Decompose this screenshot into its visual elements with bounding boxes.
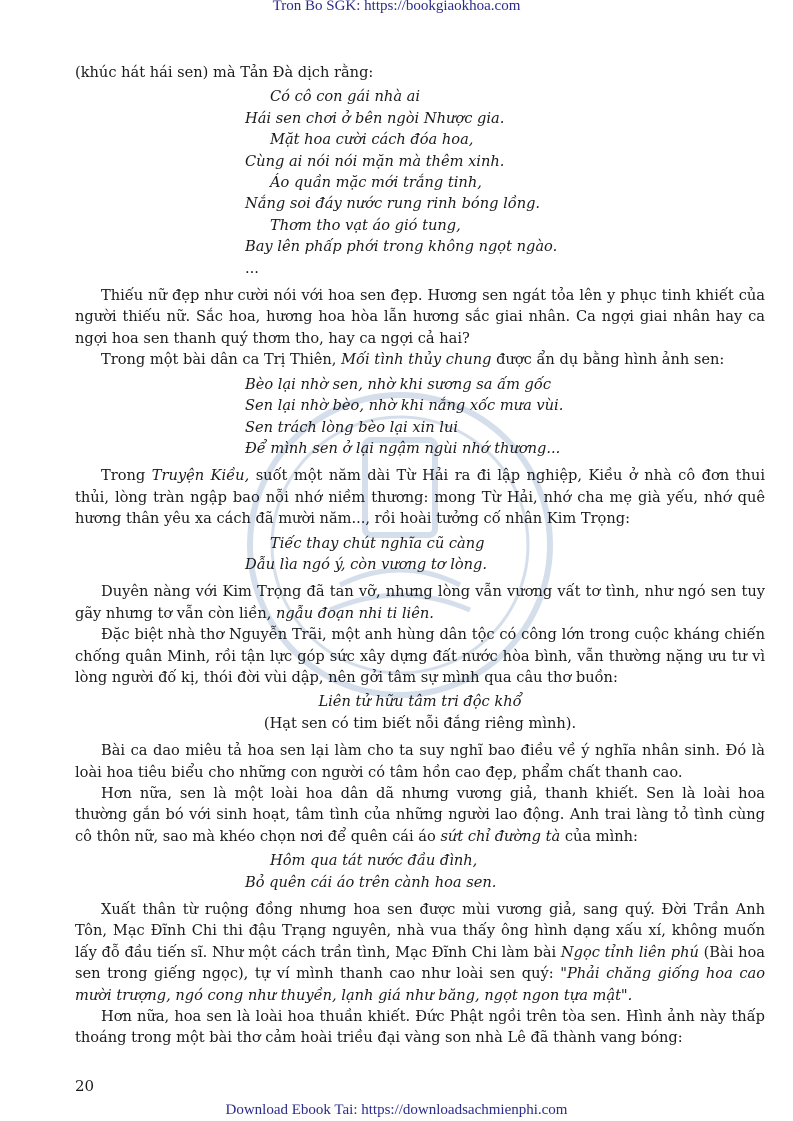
paragraph-nguyen-trai: Đặc biệt nhà thơ Nguyễn Trãi, một anh hùng dân tộc có công lớn trong cuộc kháng chiến chống quân Minh, rồi tận lực góp sức xây dựng đất nước hòa bình, vẫn thường nặng ưu tư vì lòng người đố kị, thói đời vùi dập, nên gởi tâm sự mình qua câu thơ buồn: bbox=[75, 626, 765, 686]
poem-line: Sen trách lòng bèo lại xin lui bbox=[245, 418, 459, 436]
paragraph-truyen-kieu: Trong Truyện Kiều, suốt một năm dài Từ Hải ra đi lập nghiệp, Kiều ở nhà cô đơn thui thủi, lòng tràn ngập bao nỗi nhớ niềm thương: mong Từ Hải, nhớ cha mẹ già yếu, nhớ quê hương thân yêu xa cách đã mười năm..., rồi hoài tưởng cố nhân Kim Trọng: bbox=[75, 467, 765, 528]
poem-line: Thơm tho vạt áo gió tung, bbox=[270, 216, 461, 234]
paragraph-intro: (khúc hát hái sen) mà Tản Đà dịch rằng: bbox=[75, 64, 374, 81]
poem-line: Cùng ai nói nói mặn mà thêm xinh. bbox=[245, 152, 505, 170]
poem-line: Hôm qua tát nước đầu đình, bbox=[270, 852, 478, 870]
poem-line: Mặt hoa cười cách đóa hoa, bbox=[270, 131, 474, 149]
poem-line: Sen lại nhờ bèo, nhờ khi nắng xốc mưa vùi. bbox=[245, 397, 564, 415]
poem-line: Bỏ quên cái áo trên cành hoa sen. bbox=[245, 873, 497, 891]
poem-line: Bay lên phấp phới trong không ngọt ngào. bbox=[245, 238, 558, 256]
poem-tan-da bbox=[75, 86, 765, 279]
paragraph-ca-dao: Bài ca dao miêu tả hoa sen lại làm cho ta suy nghĩ bao điều về ý nghĩa nhân sinh. Đó là loài hoa tiêu biểu cho những con người có tâm hồn cao đẹp, phẩm chất thanh cao. bbox=[75, 742, 765, 781]
poem-kieu bbox=[75, 533, 765, 576]
paragraph-thieu-nu: Thiếu nữ đẹp như cười nói với hoa sen đẹp. Hương sen ngát tỏa lên y phục tinh khiết của người thiếu nữ. Sắc hoa, hương hoa hòa lẫn hương sắc giai nhân. Ca ngợi giai nhân hay ca ngợi hoa sen thanh quý thơm tho, hay ca ngợi cả hai? bbox=[75, 287, 765, 347]
poem-line: Bèo lại nhờ sen, nhờ khi sương sa ấm gốc bbox=[245, 375, 552, 393]
poem-line: Nắng soi đáy nước rung rinh bóng lồng. bbox=[245, 195, 541, 213]
page-number: 20 bbox=[75, 1077, 95, 1095]
quote-line: Liên tử hữu tâm tri độc khổ bbox=[318, 693, 522, 711]
quote-translation: (Hạt sen có tim biết nỗi đắng riêng mình). bbox=[263, 714, 577, 732]
poem-line: Để mình sen ở lại ngậm ngùi nhớ thương... bbox=[245, 439, 561, 457]
poem-line: Dẫu lìa ngó ý, còn vương tơ lòng. bbox=[245, 555, 488, 573]
paragraph-dan-ca: Trong một bài dân ca Trị Thiên, Mối tình thủy chung được ẩn dụ bằng hình ảnh sen: bbox=[101, 351, 725, 369]
footer-download-link[interactable]: Download Ebook Tai: https://downloadsachmienphi.com bbox=[225, 1102, 568, 1118]
poem-line: Có cô con gái nhà ai bbox=[270, 88, 421, 106]
poem-tri-thien bbox=[75, 374, 765, 460]
poem-line: Áo quần mặc mới trắng tinh, bbox=[270, 174, 482, 192]
poem-line: Hái sen chơi ở bên ngòi Nhược gia. bbox=[245, 109, 505, 127]
paragraph-mac-dinh-chi: Xuất thân từ ruộng đồng nhưng hoa sen được mùi vương giả, sang quý. Đời Trần Anh Tôn, Mạc Đĩnh Chi thi đậu Trạng nguyên, nhà vua thấy ông hình dạng xấu xí, không muốn lấy đỗ đầu tiến sĩ. Như một cách trần tình, Mạc Đĩnh Chi làm bài Ngọc tỉnh liên phú (Bài hoa sen trong giếng ngọc), tự ví mình thanh cao như loài sen quý: "Phải chăng giống hoa cao mười trượng, ngó cong như thuyền, lạnh giá như băng, ngọt ngon tựa mật". bbox=[75, 901, 765, 1004]
paragraph-thuan-khiet: Hơn nữa, hoa sen là loài hoa thuần khiết. Đức Phật ngồi trên tòa sen. Hình ảnh này thấp thoáng trong một bài thơ cảm hoài triều đại vàng son nhà Lê đã thành vang bóng: bbox=[75, 1008, 765, 1047]
poem-line: Tiếc thay chút nghĩa cũ càng bbox=[270, 534, 485, 552]
quote-nguyen-trai bbox=[75, 691, 765, 734]
page-content bbox=[75, 62, 765, 1049]
header-download-link[interactable]: Tron Bo SGK: https://bookgiaokhoa.com bbox=[272, 0, 521, 14]
paragraph-dan-da: Hơn nữa, sen là một loài hoa dân dã nhưng vương giả, thanh khiết. Sen là loài hoa thường gắn bó với sinh hoạt, tâm tình của những người lao động. Anh trai làng tỏ tình cùng cô thôn nữ, sao mà khéo chọn nơi để quên cái áo sứt chỉ đường tà của mình: bbox=[75, 785, 765, 845]
paragraph-duyen-nang: Duyên nàng với Kim Trọng đã tan vỡ, nhưng lòng vẫn vương vất tơ tình, như ngó sen tuy gãy nhưng tơ vẫn còn liền, ngẫu đoạn nhi ti liên. bbox=[75, 583, 765, 622]
poem-ellipsis: ... bbox=[245, 259, 259, 277]
poem-ca-dao bbox=[75, 850, 765, 893]
